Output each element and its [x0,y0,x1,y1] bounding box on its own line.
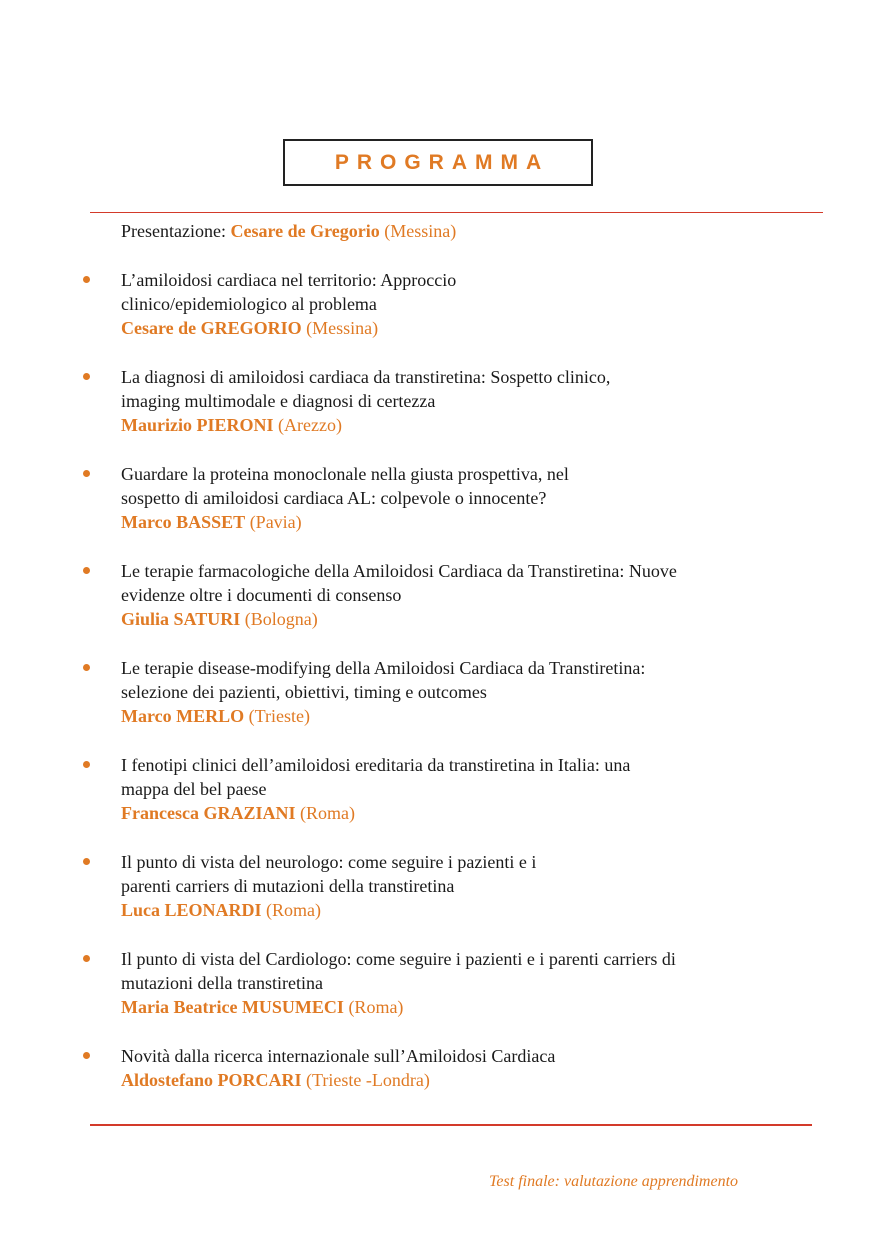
bullet-icon [83,858,90,865]
item-title-line: Il punto di vista del neurologo: come seguire i pazienti e i [121,852,537,872]
item-title-line: mappa del bel paese [121,779,267,799]
speaker-name: Marco BASSET [121,512,246,532]
item-speaker [121,801,801,825]
speaker-city: (Arezzo) [278,415,342,435]
speaker-city: (Messina) [306,318,379,338]
speaker-name: Maria Beatrice MUSUMECI [121,997,344,1017]
item-speaker [121,704,801,728]
speaker-name: Francesca GRAZIANI [121,803,296,823]
program-item [0,559,875,656]
speaker-name: Luca LEONARDI [121,900,262,920]
bullet-icon [83,567,90,574]
item-title-line: Le terapie disease-modifying della Amiloidosi Cardiaca da Transtiretina: [121,658,646,678]
item-speaker [121,413,801,437]
bullet-icon [83,276,90,283]
item-title-line: parenti carriers di mutazioni della transtiretina [121,876,455,896]
bullet-icon [83,373,90,380]
intro-line [121,219,456,243]
program-item [0,462,875,559]
program-item [0,656,875,753]
bullet-icon [83,955,90,962]
bullet-icon [83,1052,90,1059]
intro-name: Cesare de Gregorio [230,221,380,241]
item-speaker [121,510,801,534]
item-title-line: L’amiloidosi cardiaca nel territorio: Approccio [121,270,457,290]
program-item [0,365,875,462]
title-box [283,139,593,186]
item-speaker [121,1068,801,1092]
speaker-name: Marco MERLO [121,706,245,726]
program-list [0,268,875,1141]
item-speaker [121,316,801,340]
bullet-icon [83,761,90,768]
item-speaker [121,607,801,631]
speaker-city: (Trieste) [248,706,310,726]
speaker-city: (Bologna) [244,609,318,629]
item-title-line: sospetto di amiloidosi cardiaca AL: colpevole o innocente? [121,488,547,508]
speaker-city: (Roma) [348,997,404,1017]
program-item [0,947,875,1044]
bullet-icon [83,664,90,671]
speaker-city: (Pavia) [249,512,302,532]
intro-label: Presentazione: [121,221,226,241]
program-item [0,1044,875,1141]
program-item [0,753,875,850]
item-title-line: La diagnosi di amiloidosi cardiaca da transtiretina: Sospetto clinico, [121,367,611,387]
item-title-line: selezione dei pazienti, obiettivi, timing e outcomes [121,682,487,702]
item-title-line: Le terapie farmacologiche della Amiloidosi Cardiaca da Transtiretina: Nuove [121,561,677,581]
item-title-line: mutazioni della transtiretina [121,973,323,993]
item-speaker [121,995,801,1019]
intro-city: (Messina) [384,221,457,241]
speaker-name: Maurizio PIERONI [121,415,274,435]
item-title-line: evidenze oltre i documenti di consenso [121,585,402,605]
program-item [0,268,875,365]
program-item [0,850,875,947]
page-title: PROGRAMMA [334,150,550,174]
speaker-name: Aldostefano PORCARI [121,1070,302,1090]
item-title-line: Guardare la proteina monoclonale nella giusta prospettiva, nel [121,464,569,484]
speaker-name: Giulia SATURI [121,609,241,629]
item-title-line: clinico/epidemiologico al problema [121,294,377,314]
speaker-name: Cesare de GREGORIO [121,318,302,338]
speaker-city: (Roma) [266,900,322,920]
bottom-divider [90,1124,812,1126]
bullet-icon [83,470,90,477]
item-title-line: I fenotipi clinici dell’amiloidosi ereditaria da transtiretina in Italia: una [121,755,631,775]
speaker-city: (Roma) [299,803,355,823]
item-title-line: Il punto di vista del Cardiologo: come seguire i pazienti e i parenti carriers di [121,949,676,969]
item-speaker [121,898,801,922]
top-divider [90,212,823,213]
speaker-city: (Trieste -Londra) [306,1070,430,1090]
footer-note: Test finale: valutazione apprendimento [489,1173,739,1190]
item-title-line: imaging multimodale e diagnosi di certezza [121,391,436,411]
item-title-line: Novità dalla ricerca internazionale sull’Amiloidosi Cardiaca [121,1046,556,1066]
